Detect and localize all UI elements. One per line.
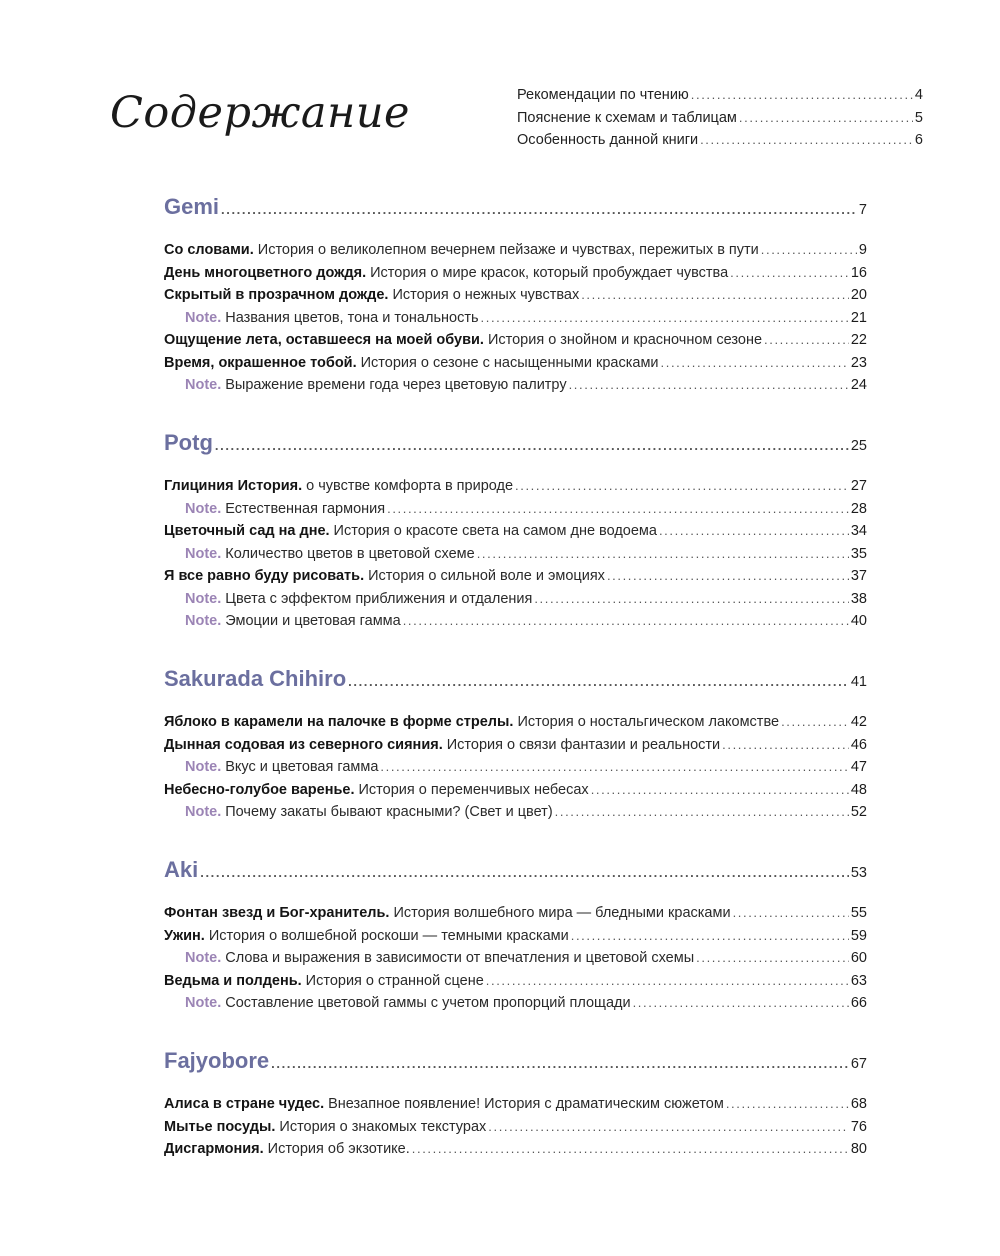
note-entry — [164, 804, 867, 827]
page-number: 21 — [850, 309, 867, 326]
entry-description: Составление цветовой гаммы с учетом пропорций площади — [225, 995, 631, 1011]
section-heading — [164, 857, 867, 897]
dot-leader — [571, 928, 849, 943]
entry-description: Вкус и цветовая гамма — [225, 759, 379, 775]
section-heading — [164, 194, 867, 234]
spacer — [164, 706, 867, 714]
story-entry — [164, 355, 867, 378]
entry-description: Выражение времени года через цветовую палитру — [225, 377, 567, 393]
entry-description: Эмоции и цветовая гамма — [225, 613, 401, 629]
page-number: 59 — [850, 927, 867, 944]
intro-item-label: Особенность данной книги — [517, 132, 699, 148]
page-number: 20 — [850, 287, 867, 303]
section-name: Sakurada Chihiro — [164, 666, 347, 691]
entry-description: История о сезоне с насыщенными красками — [360, 354, 659, 371]
spacer — [164, 470, 867, 478]
entry-title: Алиса в стране чудес. — [164, 1096, 325, 1112]
page-number: 38 — [850, 590, 867, 607]
entry-title: Мытье посуды. — [164, 1118, 276, 1135]
page-number: 22 — [850, 332, 867, 348]
story-entry — [164, 737, 867, 760]
page-number: 16 — [850, 264, 867, 281]
entry-description: История волшебного мира — бледными красками — [393, 905, 731, 921]
dot-leader — [607, 568, 849, 583]
note-entry — [164, 377, 867, 400]
page-number: 27 — [850, 478, 867, 494]
note-entry — [164, 501, 867, 524]
entry-title: Цветочный сад на дне. — [164, 523, 330, 539]
dot-leader — [700, 132, 913, 147]
dot-leader — [696, 950, 849, 965]
entry-description: История о волшебной роскоши — темными красками — [208, 927, 569, 944]
entry-description: Количество цветов в цветовой схеме — [225, 545, 475, 562]
story-entry — [164, 568, 867, 591]
page-number: 66 — [850, 995, 867, 1011]
toc-section — [164, 666, 867, 827]
dot-leader — [477, 546, 849, 561]
toc-section — [164, 194, 867, 400]
note-tag: Note. — [185, 545, 222, 562]
story-entry — [164, 265, 867, 288]
note-tag: Note. — [185, 804, 222, 820]
dot-leader — [733, 905, 849, 920]
dot-leader — [200, 865, 849, 880]
page-number: 47 — [850, 759, 867, 775]
dot-leader — [215, 438, 849, 453]
page-number: 34 — [850, 523, 867, 539]
page-number: 7 — [858, 202, 867, 218]
story-entry — [164, 478, 867, 501]
entry-description: История о связи фантазии и реальности — [446, 736, 721, 753]
note-tag: Note. — [185, 759, 222, 775]
section-name: Gemi — [164, 194, 220, 219]
page-number: 24 — [850, 377, 867, 393]
entry-title: Со словами. — [164, 242, 254, 258]
story-entry — [164, 1141, 867, 1164]
entry-title: Ощущение лета, оставшееся на моей обуви. — [164, 332, 484, 348]
entry-title: Яблоко в карамели на палочке в форме стрелы. — [164, 714, 514, 730]
page-number: 68 — [850, 1096, 867, 1112]
intro-item-label: Пояснение к схемам и таблицам — [517, 109, 737, 126]
section-name: Aki — [164, 857, 199, 882]
dot-leader — [488, 1119, 849, 1134]
entry-description: Естественная гармония — [225, 500, 386, 517]
page-number: 28 — [850, 500, 867, 517]
story-entry — [164, 782, 867, 805]
note-tag: Note. — [185, 500, 222, 517]
entry-description: История об экзотике. — [267, 1141, 410, 1157]
dot-leader — [380, 759, 848, 774]
dot-leader — [387, 501, 849, 516]
entry-description: История о переменчивых небесах — [358, 781, 589, 798]
entry-title: Небесно-голубое варенье. — [164, 781, 355, 798]
dot-leader — [659, 523, 849, 538]
note-entry — [164, 546, 867, 569]
section-name: Potg — [164, 430, 213, 455]
entry-title: Я все равно буду рисовать. — [164, 568, 365, 584]
dot-leader — [730, 265, 849, 280]
page-number: 42 — [850, 714, 867, 730]
entry-description: История о мире красок, который пробуждает чувства — [370, 264, 729, 281]
story-entry — [164, 242, 867, 265]
entry-title: Фонтан звезд и Бог-хранитель. — [164, 905, 390, 921]
note-entry — [164, 950, 867, 973]
dot-leader — [221, 202, 857, 217]
entry-description: Цвета с эффектом приближения и отдаления — [225, 590, 533, 607]
dot-leader — [633, 995, 849, 1010]
entry-description: История о странной сцене — [305, 972, 484, 989]
entry-description: История о сильной воле и эмоциях — [368, 568, 605, 584]
page-number: 25 — [850, 438, 867, 454]
note-tag: Note. — [185, 377, 222, 393]
dot-leader — [722, 737, 849, 752]
entry-description: История о знойном и красночном сезоне — [487, 332, 763, 348]
spacer — [164, 234, 867, 242]
page-number: 35 — [850, 545, 867, 562]
dot-leader — [271, 1056, 849, 1071]
entry-description: Внезапное появление! История с драматическим сюжетом — [328, 1096, 724, 1112]
dot-leader — [591, 782, 849, 797]
story-entry — [164, 714, 867, 737]
dot-leader — [691, 87, 913, 102]
entry-description: История о ностальгическом лакомстве — [517, 714, 780, 730]
page-number: 6 — [914, 132, 923, 148]
dot-leader — [515, 478, 849, 493]
toc-section — [164, 1048, 867, 1164]
toc-section — [164, 857, 867, 1018]
dot-leader — [661, 355, 849, 370]
dot-leader — [739, 110, 913, 125]
entry-title: Ведьма и полдень. — [164, 972, 302, 989]
story-entry — [164, 928, 867, 951]
note-entry — [164, 613, 867, 636]
entry-title: Время, окрашенное тобой. — [164, 354, 357, 371]
story-entry — [164, 332, 867, 355]
note-entry — [164, 759, 867, 782]
story-entry — [164, 1119, 867, 1142]
page-number: 76 — [850, 1118, 867, 1135]
dot-leader — [403, 613, 849, 628]
story-entry — [164, 905, 867, 928]
note-entry — [164, 310, 867, 333]
page-number: 52 — [850, 804, 867, 820]
page-number: 37 — [850, 568, 867, 584]
section-heading — [164, 430, 867, 470]
page-number: 5 — [914, 109, 923, 126]
page-number: 53 — [850, 865, 867, 881]
spacer — [164, 1088, 867, 1096]
page-number: 63 — [850, 972, 867, 989]
entry-description: История о нежных чувствах — [392, 287, 580, 303]
dot-leader — [781, 714, 849, 729]
dot-leader — [764, 332, 849, 347]
note-tag: Note. — [185, 995, 222, 1011]
page-number: 48 — [850, 781, 867, 798]
note-tag: Note. — [185, 590, 222, 607]
dot-leader — [486, 973, 849, 988]
entry-title: Дисгармония. — [164, 1141, 264, 1157]
dot-leader — [581, 287, 849, 302]
intro-item — [517, 110, 923, 133]
dot-leader — [348, 674, 849, 689]
entry-description: Слова и выражения в зависимости от впечатления и цветовой схемы — [225, 950, 695, 966]
dot-leader — [555, 804, 849, 819]
page-number: 80 — [850, 1141, 867, 1157]
dot-leader — [534, 591, 849, 606]
note-entry — [164, 995, 867, 1018]
note-tag: Note. — [185, 950, 222, 966]
entry-title: Ужин. — [164, 927, 205, 944]
toc-section — [164, 430, 867, 636]
intro-list — [517, 87, 923, 155]
spacer — [164, 897, 867, 905]
story-entry — [164, 287, 867, 310]
intro-item — [517, 87, 923, 110]
note-entry — [164, 591, 867, 614]
entry-description: Почему закаты бывают красными? (Свет и цвет) — [225, 804, 553, 820]
entry-description: Названия цветов, тона и тональность — [225, 309, 479, 326]
page-title: Содержание — [110, 88, 410, 138]
dot-leader — [726, 1096, 849, 1111]
entry-title: Глициния История. — [164, 478, 303, 494]
page-number: 40 — [850, 613, 867, 629]
entry-description: История о красоте света на самом дне водоема — [333, 523, 657, 539]
entry-description: о чувстве комфорта в природе — [306, 478, 514, 494]
entry-description: История о великолепном вечернем пейзаже и чувствах, пережитых в пути — [257, 242, 759, 258]
intro-item — [517, 132, 923, 155]
entry-title: Скрытый в прозрачном дожде. — [164, 287, 389, 303]
section-heading — [164, 1048, 867, 1088]
page-number: 41 — [850, 674, 867, 690]
note-tag: Note. — [185, 309, 222, 326]
page-number: 60 — [850, 950, 867, 966]
dot-leader — [481, 310, 849, 325]
story-entry — [164, 1096, 867, 1119]
story-entry — [164, 523, 867, 546]
dot-leader — [569, 377, 849, 392]
section-heading — [164, 666, 867, 706]
page-number: 67 — [850, 1056, 867, 1072]
note-tag: Note. — [185, 613, 222, 629]
page-number: 23 — [850, 354, 867, 371]
entry-title: Дынная содовая из северного сияния. — [164, 736, 443, 753]
entry-title: День многоцветного дождя. — [164, 264, 367, 281]
dot-leader — [412, 1141, 849, 1156]
page-number: 9 — [858, 242, 867, 258]
story-entry — [164, 973, 867, 996]
intro-item-label: Рекомендации по чтению — [517, 87, 689, 103]
section-name: Fajyobore — [164, 1048, 270, 1073]
dot-leader — [761, 242, 857, 257]
page-number: 4 — [914, 87, 923, 103]
page-number: 46 — [850, 736, 867, 753]
page-number: 55 — [850, 905, 867, 921]
entry-description: История о знакомых текстурах — [279, 1118, 487, 1135]
